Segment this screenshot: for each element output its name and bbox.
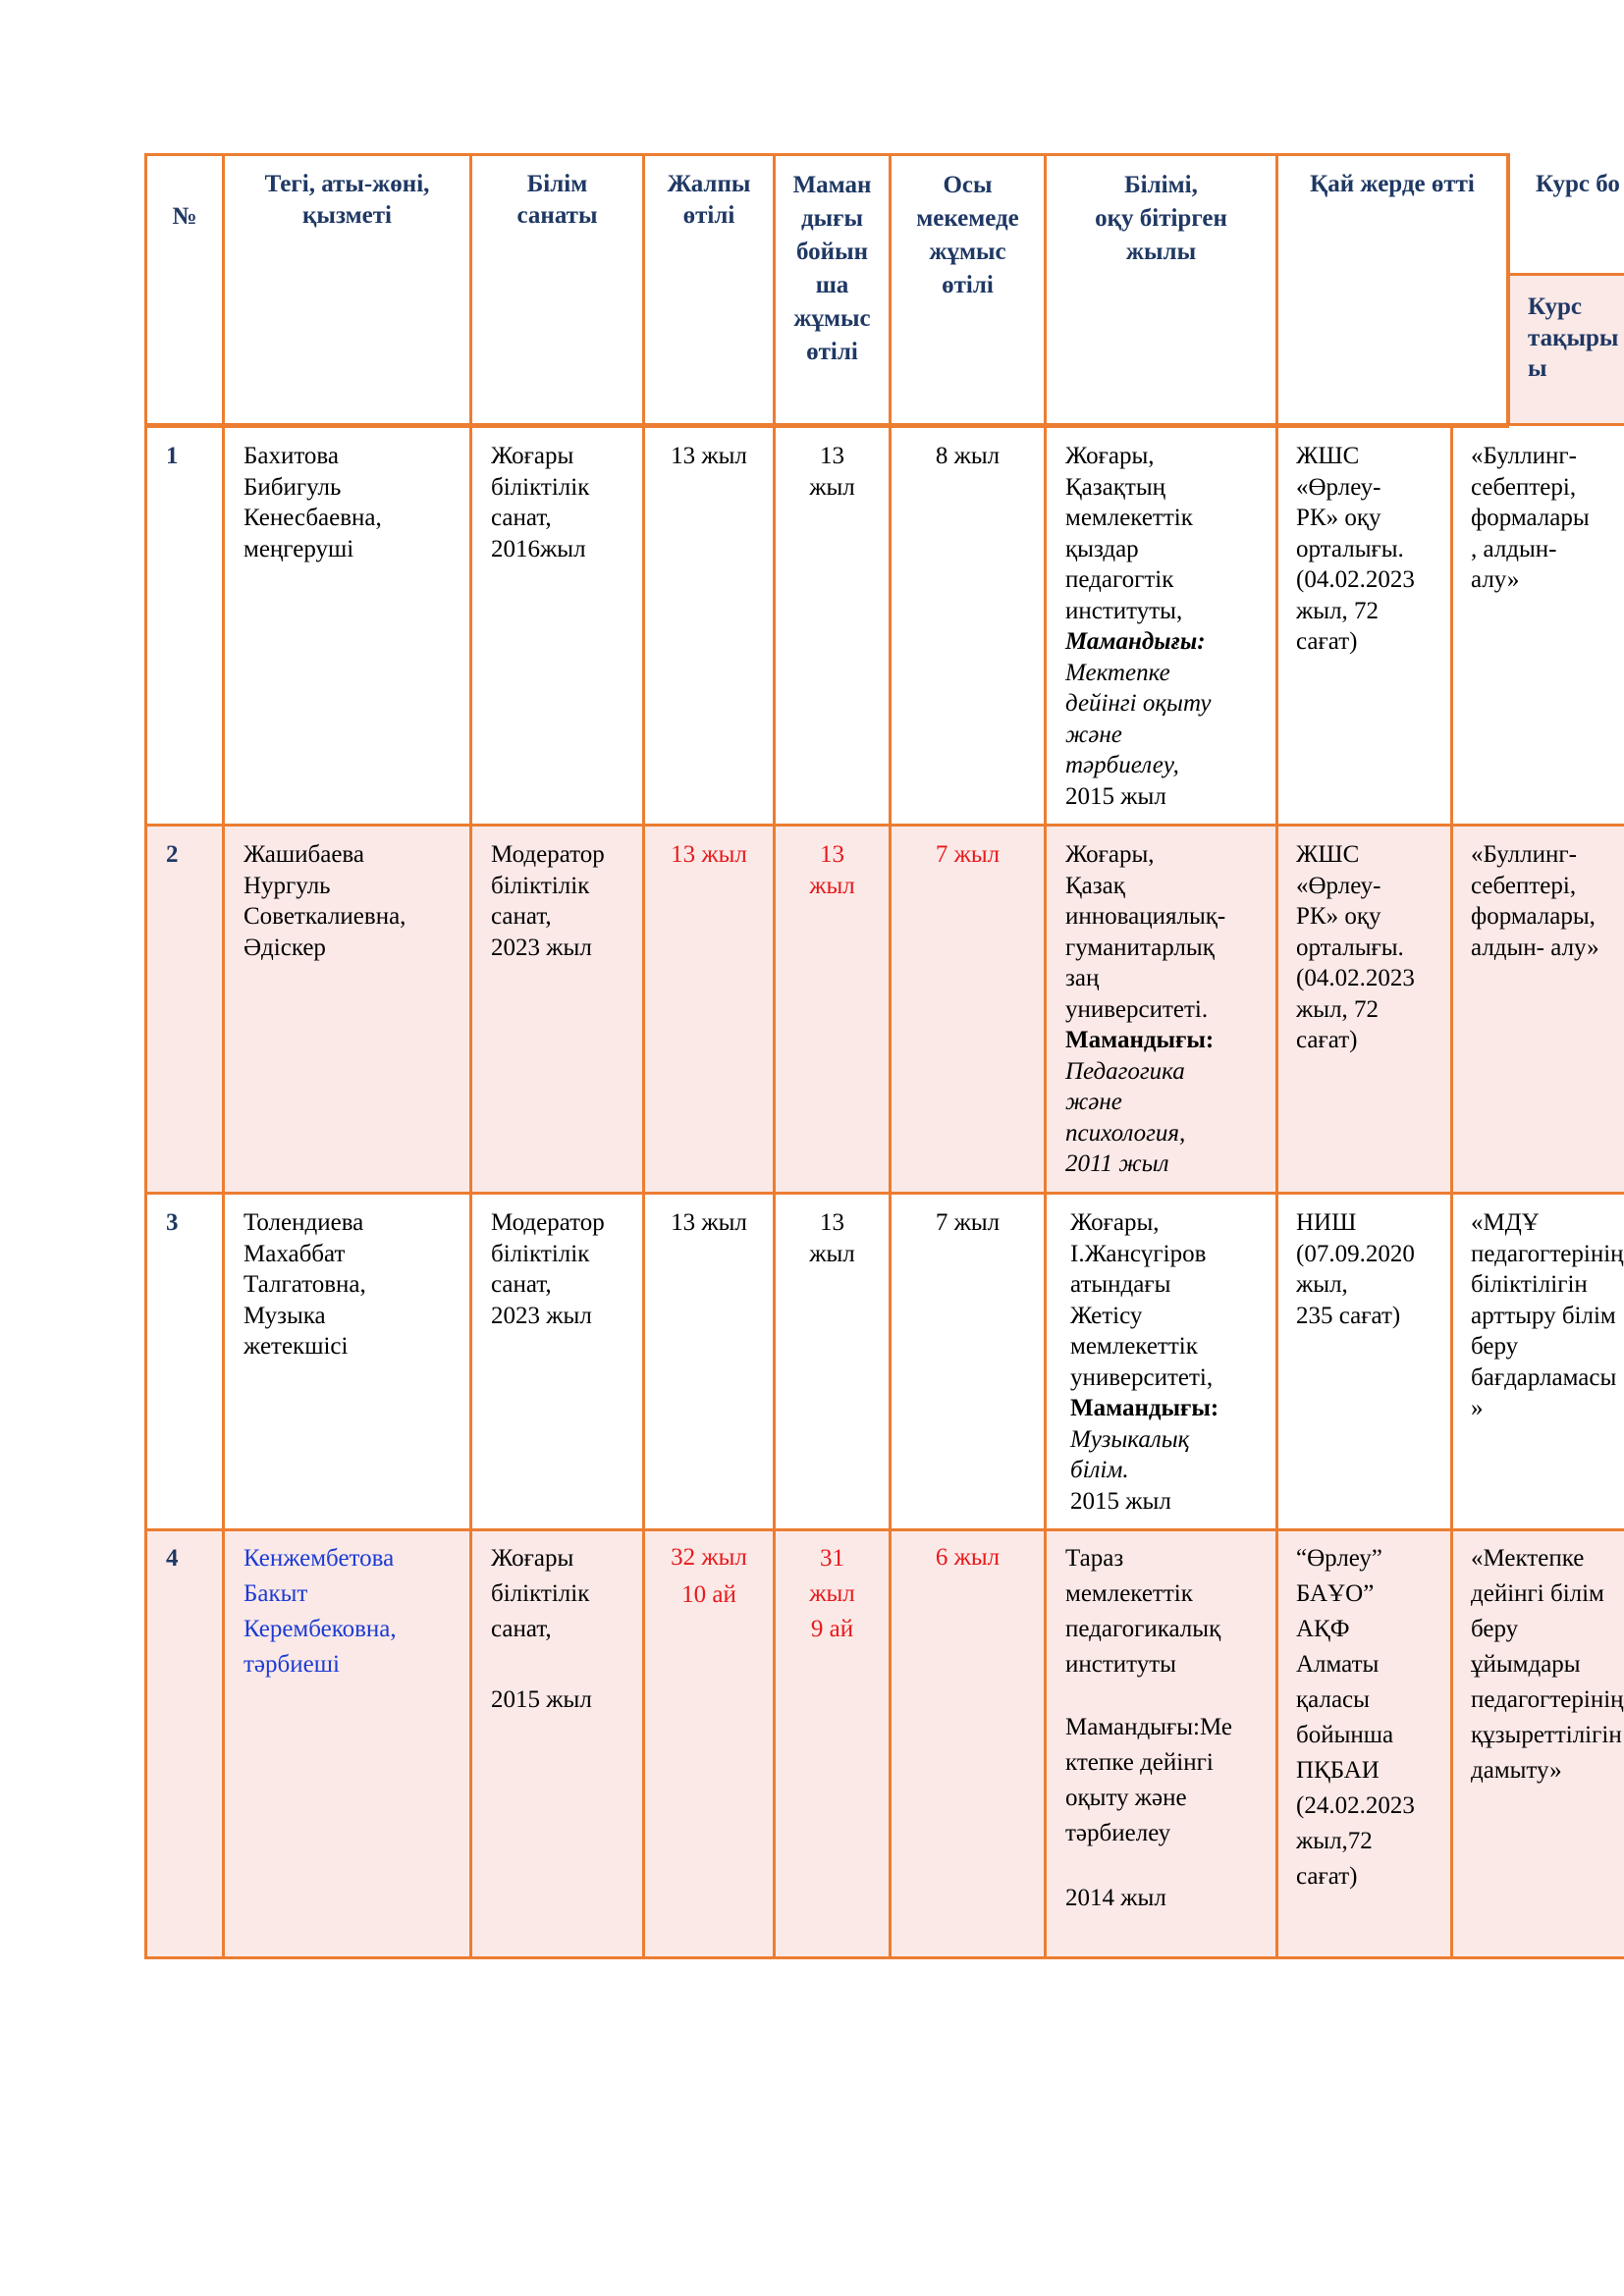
- total-experience: 13 жыл: [671, 841, 747, 868]
- specialty-experience: 31 жыл 9 ай: [809, 1545, 855, 1642]
- column-border: [773, 153, 776, 1959]
- column-border: [889, 153, 892, 1959]
- column-border: [469, 153, 472, 1959]
- specialty-experience: 13 жыл: [809, 443, 855, 501]
- column-border: [222, 153, 225, 1959]
- column-border: [1275, 153, 1278, 1959]
- column-border: [144, 153, 147, 1959]
- total-experience: 13 жыл: [671, 443, 747, 469]
- qualification-category: Жоғары біліктілік санат, 2015 жыл: [491, 1545, 592, 1713]
- table-top-border: [144, 153, 1509, 156]
- employee-name: Толендиева Махаббат Талгатовна, Музыка жетекшісі: [244, 1209, 366, 1360]
- row-number: 3: [166, 1209, 179, 1236]
- institution-experience: 7 жыл: [935, 841, 1001, 868]
- header-where: Қай жерде өтті: [1310, 171, 1475, 197]
- qualification-category: Модератор біліктілік санат, 2023 жыл: [491, 841, 605, 961]
- specialty-experience: 13 жыл: [809, 841, 855, 899]
- course-topic: «Буллинг- себептері, формалары , алдын- алу»: [1471, 443, 1590, 593]
- specialty-experience: 13 жыл: [809, 1209, 855, 1267]
- row-number: 4: [166, 1545, 179, 1572]
- course-topic: «Буллинг- себептері, формалары, алдын- алу»: [1471, 841, 1599, 961]
- training-place: НИШ (07.09.2020 жыл, 235 сағат): [1296, 1209, 1415, 1329]
- header-course-topic: Курс тақыры ы: [1528, 294, 1619, 382]
- course-header-divider: [1508, 273, 1624, 276]
- qualification-category: Жоғары біліктілік санат, 2016жыл: [491, 443, 590, 562]
- header-bottom-border: [144, 423, 1509, 428]
- training-place: ЖШС «Өрлеу- РК» оқу орталығы. (04.02.2023 жыл, 72 сағат): [1296, 841, 1415, 1053]
- total-experience: 32 жыл 10 ай: [671, 1544, 747, 1608]
- table-bottom-border: [144, 1956, 1624, 1959]
- header-total-experience: Жалпы өтілі: [667, 171, 751, 229]
- header-course: Курс бо: [1536, 171, 1620, 197]
- row-number: 2: [166, 841, 179, 868]
- row-1-bottom-border: [144, 824, 1624, 827]
- institution-experience: 6 жыл: [935, 1544, 1001, 1571]
- training-place: ЖШС «Өрлеу- РК» оқу орталығы. (04.02.2023 жыл, 72 сағат): [1296, 443, 1415, 655]
- column-border: [642, 153, 645, 1959]
- header-specialty-experience: Маман дығы бойын ша жұмыс өтілі: [792, 172, 872, 365]
- row-3-bottom-border: [144, 1528, 1624, 1531]
- employee-name: Бахитова Бибигуль Кенесбаевна, меңгеруші: [244, 443, 382, 562]
- course-topic: «МДҰ педагогтерінің біліктілігін арттыру білім беру бағдарламасы »: [1471, 1209, 1624, 1421]
- column-border: [1044, 153, 1047, 1959]
- training-place: “Өрлеу” БАҰО” АҚФ Алматы қаласы бойынша ПҚБАИ (24.02.2023 жыл,72 сағат): [1296, 1545, 1415, 1890]
- header-number: №: [172, 203, 197, 230]
- header-name: Тегі, аты-жөні, қызметі: [264, 171, 430, 229]
- total-experience: 13 жыл: [671, 1209, 747, 1236]
- institution-experience: 7 жыл: [935, 1209, 1001, 1236]
- education: Жоғары, Қазақ инновациялық- гуманитарлық заң университеті. Мамандығы: Педагогика және психология, 2011 жыл: [1065, 841, 1226, 1177]
- column-border: [1450, 426, 1453, 1959]
- header-category: Білім санаты: [516, 171, 598, 229]
- column-border: [1506, 153, 1510, 426]
- header-institution-experience: Осы мекемеде жұмыс өтілі: [916, 172, 1019, 298]
- education: Тараз мемлекеттік педагогикалық институты Мамандығы:Ме ктепке дейінгі оқыту және тәрбиелеу 2014 жыл: [1065, 1545, 1232, 1911]
- course-header-bottom-border: [1508, 423, 1624, 426]
- education: Жоғары, І.Жансүгіров атындағы Жетісу мемлекеттік университеті, Мамандығы: Музыкалық білім. 2015 жыл: [1070, 1209, 1219, 1515]
- employee-name: Жашибаева Нургуль Советкалиевна, Әдіскер: [244, 841, 406, 961]
- qualification-category: Модератор біліктілік санат, 2023 жыл: [491, 1209, 605, 1329]
- education: Жоғары, Қазақтың мемлекеттік қыздар педагогтік институты, Мамандығы: Мектепке дейінгі оқыту және тәрбиелеу, 2015 жыл: [1065, 443, 1212, 810]
- course-topic: «Мектепке дейінгі білім беру ұйымдары педагогтерінің құзыреттілігін дамыту»: [1471, 1545, 1624, 1784]
- employee-name: Кенжембетова Бакыт Керембековна, тәрбиеші: [244, 1545, 397, 1678]
- institution-experience: 8 жыл: [935, 443, 1001, 469]
- row-2-bottom-border: [144, 1192, 1624, 1195]
- header-education: Білімі, оқу бітірген жылы: [1095, 172, 1227, 265]
- row-number: 1: [166, 443, 179, 469]
